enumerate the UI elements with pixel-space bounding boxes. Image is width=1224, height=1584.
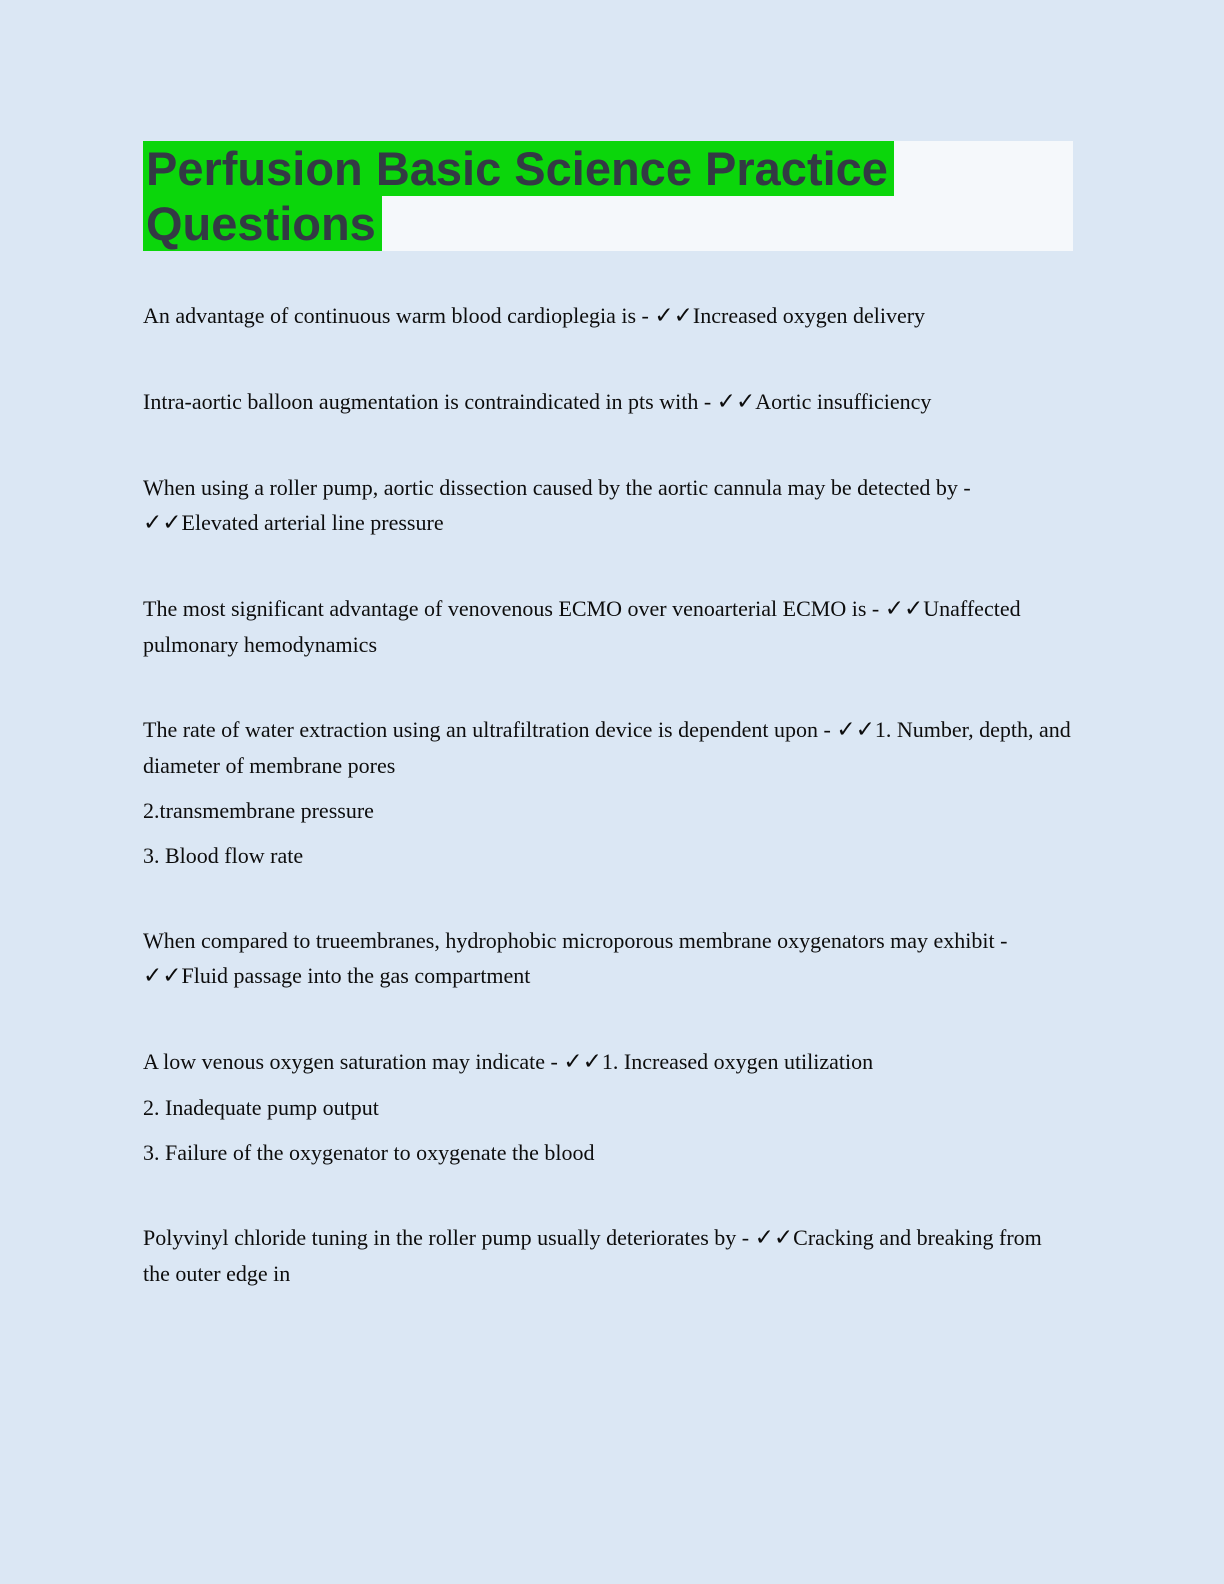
question-text (143, 1044, 1073, 1080)
question-prompt: The rate of water extraction using an ultrafiltration device is dependent upon - (143, 717, 837, 742)
question-block (143, 1220, 1073, 1291)
question-prompt: When compared to trueembranes, hydrophobic microporous membrane oxygenators may exhibit - (143, 928, 1008, 953)
answer-text: Cracking and breaking from the outer edge in (143, 1225, 1042, 1286)
question-text (143, 384, 1073, 420)
double-checkmark-icon: ✓✓ (884, 596, 924, 622)
double-checkmark-icon: ✓✓ (143, 963, 182, 989)
question-prompt: When using a roller pump, aortic dissection caused by the aortic cannula may be detected by - (143, 475, 971, 500)
question-block (143, 470, 1073, 541)
answer-extra-line: 3. Blood flow rate (143, 843, 304, 868)
double-checkmark-icon: ✓✓ (754, 1225, 794, 1251)
page-title-highlight: Perfusion Basic Science Practice Questions (143, 141, 894, 251)
answer-text: Fluid passage into the gas compartment (181, 963, 531, 988)
page-content (143, 141, 1073, 1341)
questions-list (143, 298, 1073, 1291)
question-prompt: An advantage of continuous warm blood cardioplegia is - (143, 303, 655, 328)
question-prompt: A low venous oxygen saturation may indicate - (143, 1049, 564, 1074)
question-prompt: The most significant advantage of venovenous ECMO over venoarterial ECMO is - (143, 596, 885, 621)
question-text (143, 923, 1073, 994)
question-block (143, 1044, 1073, 1170)
answer-extra-line: 3. Failure of the oxygenator to oxygenate the blood (143, 1140, 595, 1165)
answer-text: Increased oxygen delivery (692, 303, 926, 328)
answer-text: Unaffected pulmonary hemodynamics (143, 596, 1021, 657)
question-prompt: Intra-aortic balloon augmentation is contraindicated in pts with - (143, 389, 717, 414)
question-prompt: Polyvinyl chloride tuning in the roller pump usually deteriorates by - (143, 1225, 755, 1250)
answer-extra-line: 2.transmembrane pressure (143, 798, 374, 823)
answer-text: Elevated arterial line pressure (181, 510, 444, 535)
answer-text: 1. Number, depth, and diameter of membrane pores (143, 717, 1071, 778)
question-block (143, 712, 1073, 873)
question-text (143, 1220, 1073, 1291)
question-block (143, 923, 1073, 994)
double-checkmark-icon: ✓✓ (143, 510, 182, 536)
double-checkmark-icon: ✓✓ (654, 303, 693, 329)
answer-extra-line: 2. Inadequate pump output (143, 1095, 379, 1120)
double-checkmark-icon: ✓✓ (716, 389, 756, 415)
double-checkmark-icon: ✓✓ (836, 717, 875, 743)
question-text (143, 470, 1073, 541)
question-block (143, 591, 1073, 662)
answer-text: 1. Increased oxygen utilization (601, 1049, 874, 1074)
question-block (143, 384, 1073, 420)
page-title (143, 141, 1073, 251)
question-text (143, 591, 1073, 662)
question-block (143, 298, 1073, 334)
answer-text: Aortic insufficiency (755, 389, 932, 414)
question-text (143, 712, 1073, 783)
double-checkmark-icon: ✓✓ (563, 1049, 602, 1075)
question-text (143, 298, 1073, 334)
